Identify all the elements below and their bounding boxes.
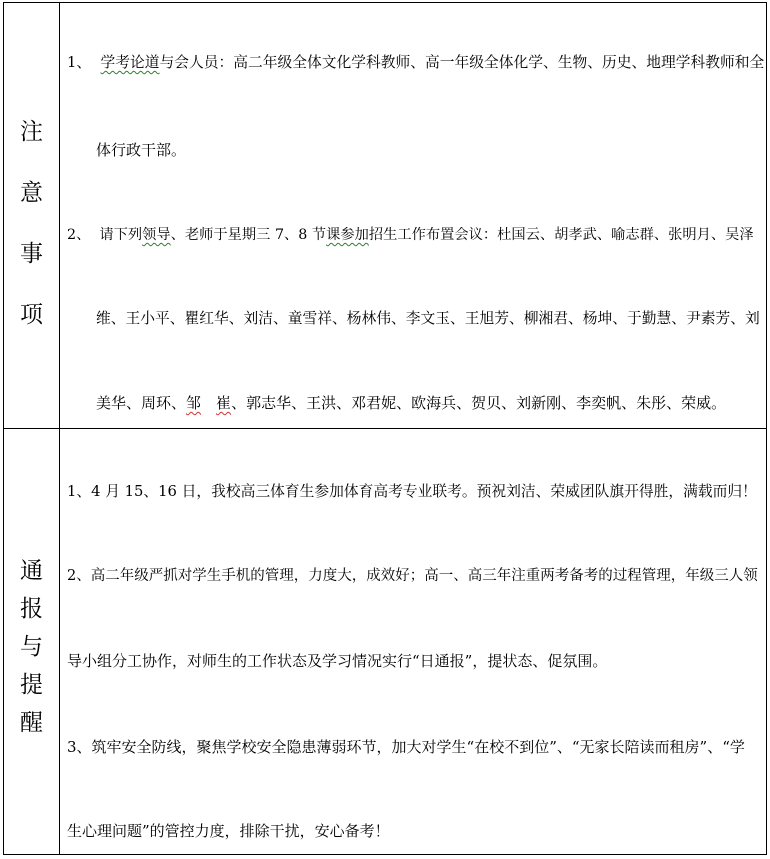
notes-item-1-line-2: 体行政干部。 [96,141,187,159]
reports-item-2-line-1: 2、高二年级严抓对学生手机的管理，力度大，成效好；高一、高三年注重两考备考的过程管理，年级三人领 [67,568,758,584]
heading-char: 与 [20,634,43,660]
notes-item-2-line-3: 美华、周环、邹 崔、郭志华、王洪、邓君妮、欧海兵、贺贝、刘新刚、李奕帆、朱彤、荣威。 [96,394,727,412]
heading-char: 提 [20,672,43,698]
heading-char: 报 [20,596,43,622]
heading-char: 醒 [20,710,43,736]
heading-char: 项 [20,302,43,328]
heading-char: 注 [20,119,43,145]
grammar-mark: 学考论道 [100,54,160,71]
section-heading-reports [4,560,59,735]
row-divider [3,428,767,429]
section-heading-notes [4,104,59,344]
heading-char: 通 [20,558,43,584]
heading-char: 事 [20,241,43,267]
reports-item-3-line-1: 3、筑牢安全防线，聚焦学校安全隐患薄弱环节，加大对学生“在校不到位”、“无家长陪读而租房”、“学 [67,738,745,756]
reports-item-1: 1、4 月 15、16 日，我校高三体育生参加体育高考专业联考。预祝刘洁、荣威团队旗开得胜，满载而归！ [67,483,757,500]
spell-mark: 崔 [216,394,232,412]
notes-item-1-line-1: 1、 学考论道与会人员：高二年级全体文化学科教师、高一年级全体化学、生物、历史、地理学科教师和全 [67,54,765,71]
reports-item-3-line-2: 生心理问题”的管控力度，排除干扰，安心备考！ [67,822,390,840]
grammar-mark: 课参加 [326,227,369,243]
notes-item-2-line-2: 维、王小平、瞿红华、刘洁、童雪祥、杨林伟、李文玉、王旭芳、柳湘君、杨坤、于勤慧、尹素芳、刘 [96,310,760,327]
grammar-mark: 领导 [142,227,171,243]
reports-item-2-line-2: 导小组分工协作，对师生的工作状态及学习情况实行“日通报”，提状态、促氛围。 [67,652,608,670]
notes-item-2-line-1: 2、 请下列领导、老师于星期三 7、8 节课参加招生工作布置会议：杜国云、胡孝武、喻志群、张明月、吴泽 [67,227,754,243]
spell-mark: 邹 [186,394,202,412]
heading-char: 意 [20,180,43,206]
